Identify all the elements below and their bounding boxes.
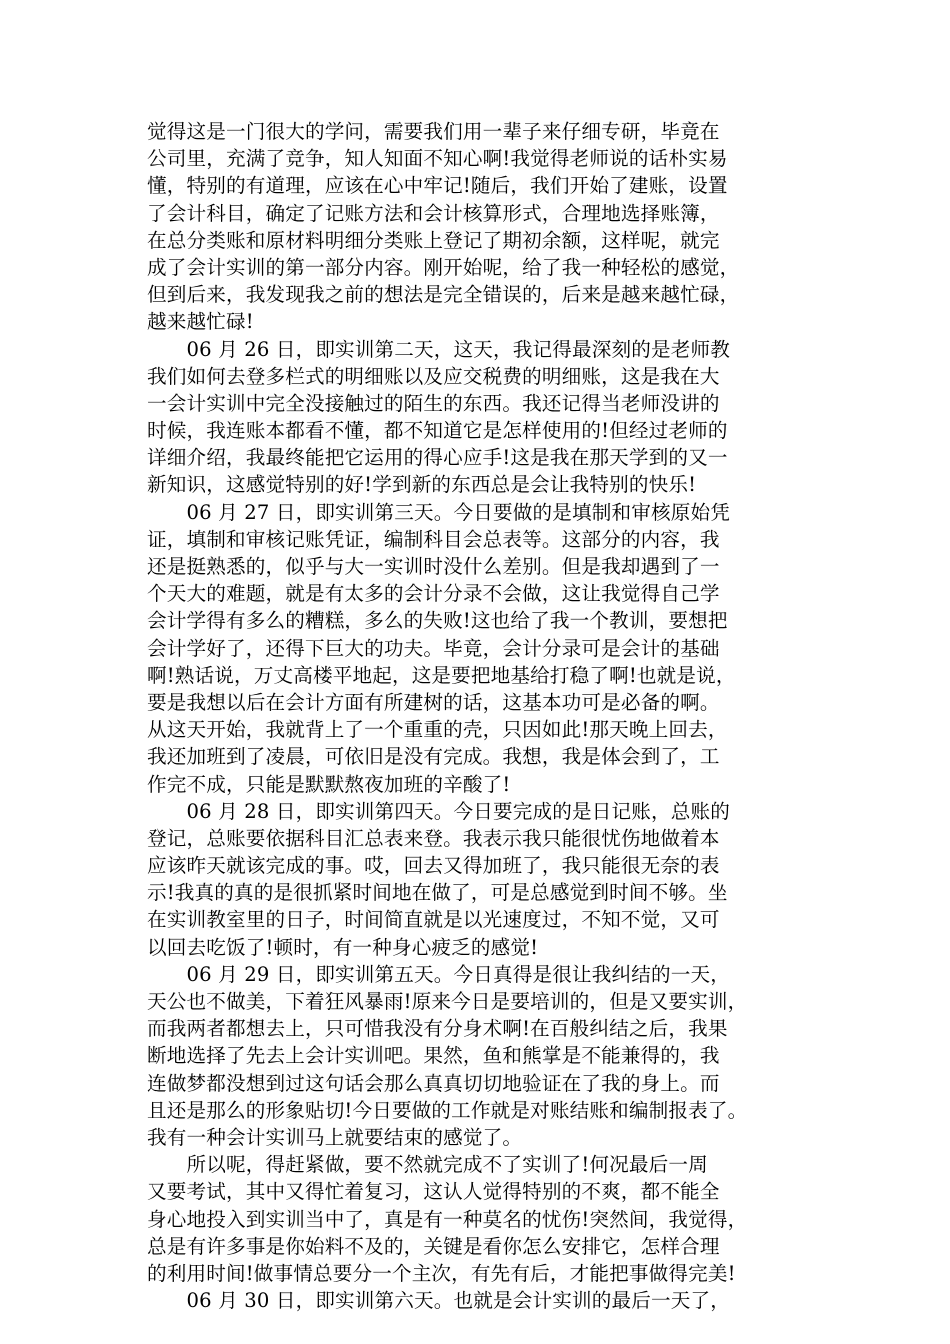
text-line: 懂，特别的有道理，应该在心中牢记!随后，我们开始了建账，设置 (147, 174, 728, 198)
text-line: 作完不成，只能是默默熬夜加班的辛酸了! (147, 772, 511, 796)
text-line: 我还加班到了凌晨，可依旧是没有完成。我想，我是体会到了，工 (147, 745, 720, 769)
text-line: 新知识，这感觉特别的好!学到新的东西总是会让我特别的快乐! (147, 473, 697, 497)
text-line: 了会计科目，确定了记账方法和会计核算形式，合理地选择账簿， (147, 201, 720, 225)
text-line: 成了会计实训的第一部分内容。刚开始呢，给了我一种轻松的感觉， (147, 255, 740, 279)
text-line: 一会计实训中完全没接触过的陌生的东西。我还记得当老师没讲的 (147, 391, 720, 415)
text-line: 示!我真的真的是很抓紧时间地在做了，可是总感觉到时间不够。坐 (147, 881, 728, 905)
text-line: 06 月 28 日，即实训第四天。今日要完成的是日记账，总账的 (147, 799, 730, 823)
text-line: 证，填制和审核记账凭证，编制科目会总表等。这部分的内容，我 (147, 527, 720, 551)
text-line: 以回去吃饭了!顿时，有一种身心疲乏的感觉! (147, 935, 539, 959)
text-line: 06 月 27 日，即实训第三天。今日要做的是填制和审核原始凭 (147, 500, 730, 524)
text-line: 天公也不做美，下着狂风暴雨!原来今日是要培训的，但是又要实训， (147, 990, 748, 1013)
text-line: 连做梦都没想到过这句话会那么真真切切地验证在了我的身上。而 (147, 1071, 720, 1095)
text-line: 所以呢，得赶紧做，要不然就完成不了实训了!何况最后一周 (147, 1153, 708, 1177)
document-body (147, 118, 837, 1314)
text-line: 在总分类账和原材料明细分类账上登记了期初余额，这样呢，就完 (147, 228, 720, 252)
text-line: 觉得这是一门很大的学问，需要我们用一辈子来仔细专研，毕竟在 (147, 120, 720, 143)
text-line: 时候，我连账本都看不懂，都不知道它是怎样使用的!但经过老师的 (147, 419, 728, 443)
text-line: 公司里，充满了竞争，知人知面不知心啊!我觉得老师说的话朴实易 (147, 147, 728, 171)
text-line: 个天大的难题，就是有太多的会计分录不会做，这让我觉得自己学 (147, 582, 720, 606)
text-line: 06 月 29 日，即实训第五天。今日真得是很让我纠结的一天， (147, 962, 730, 986)
text-line: 身心地投入到实训当中了，真是有一种莫名的忧伤!突然间，我觉得， (147, 1207, 748, 1231)
text-line: 断地选择了先去上会计实训吧。果然，鱼和熊掌是不能兼得的，我 (147, 1044, 720, 1068)
text-line: 会计学好了，还得下巨大的功夫。毕竟，会计分录可是会计的基础 (147, 636, 720, 660)
text-line: 登记，总账要依据科目汇总表来登。我表示我只能很忧伤地做着本 (147, 826, 720, 850)
text-line: 还是挺熟悉的，似乎与大一实训时没什么差别。但是我却遇到了一 (147, 555, 720, 578)
text-line: 啊!熟话说，万丈高楼平地起，这是要把地基给打稳了啊!也就是说， (147, 663, 736, 687)
text-line: 总是有许多事是你始料不及的，关键是看你怎么安排它，怎样合理 (147, 1234, 720, 1258)
text-line: 越来越忙碌! (147, 310, 254, 334)
text-line: 但到后来，我发现我之前的想法是完全错误的，后来是越来越忙碌， (147, 283, 740, 307)
text-line: 我有一种会计实训马上就要结束的感觉了。 (147, 1125, 523, 1149)
text-line: 会计学得有多么的糟糕，多么的失败!这也给了我一个教训，要想把 (147, 609, 728, 633)
text-line: 而我两者都想去上，只可惜我没有分身术啊!在百般纠结之后，我果 (147, 1017, 728, 1041)
text-line: 详细介绍，我最终能把它运用的得心应手!这是我在那天学到的又一 (147, 446, 728, 470)
text-line: 06 月 26 日，即实训第二天，这天，我记得最深刻的是老师教 (147, 337, 730, 361)
text-line: 在实训教室里的日子，时间简直就是以光速度过，不知不觉，又可 (147, 908, 720, 932)
text-line: 又要考试，其中又得忙着复习，这认人觉得特别的不爽，都不能全 (147, 1180, 720, 1204)
text-line: 06 月 30 日，即实训第六天。也就是会计实训的最后一天了， (147, 1289, 730, 1313)
text-line: 的利用时间!做事情总要分一个主次，有先有后，才能把事做得完美! (147, 1261, 736, 1285)
text-line: 应该昨天就该完成的事。哎，回去又得加班了，我只能很无奈的表 (147, 854, 720, 878)
text-line: 我们如何去登多栏式的明细账以及应交税费的明细账，这是我在大 (147, 364, 720, 388)
text-line: 从这天开始，我就背上了一个重重的壳，只因如此!那天晚上回去， (147, 718, 728, 742)
text-line: 要是我想以后在会计方面有所建树的话，这基本功可是必备的啊。 (147, 690, 720, 714)
text-line: 且还是那么的形象贴切!今日要做的工作就是对账结账和编制报表了。 (147, 1098, 748, 1122)
